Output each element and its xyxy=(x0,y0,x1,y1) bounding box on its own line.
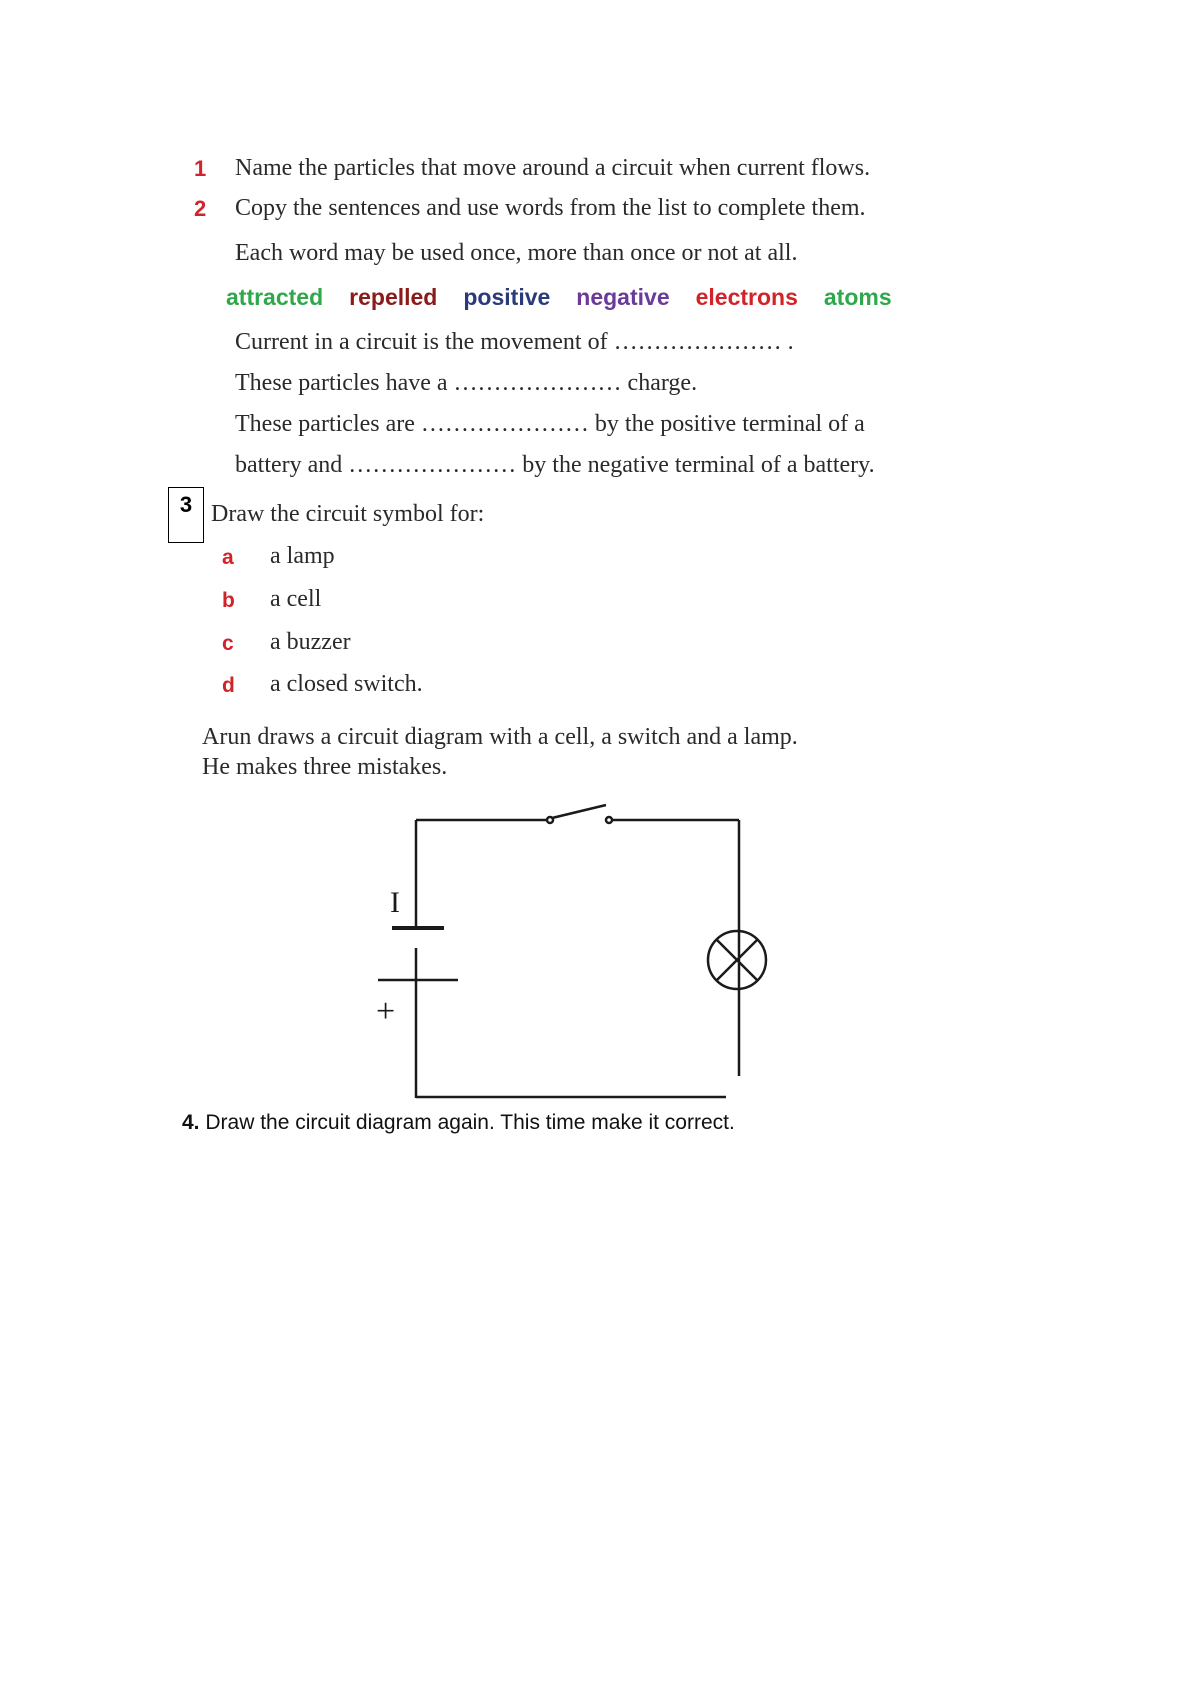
part-a-letter: a xyxy=(222,546,234,569)
question-2-text: Copy the sentences and use words from the list to complete them. xyxy=(235,195,866,221)
word-list-item: positive xyxy=(463,284,551,310)
sentence-3: These particles are ………………… by the positive terminal of a xyxy=(235,411,865,437)
word-list-item: attracted xyxy=(226,284,324,310)
part-d-text: a closed switch. xyxy=(270,671,423,697)
question-1-number: 1 xyxy=(194,156,207,181)
question-2-number: 2 xyxy=(194,196,207,221)
arun-line-1: Arun draws a circuit diagram with a cell, a switch and a lamp. xyxy=(202,724,798,750)
question-4 xyxy=(182,1111,735,1135)
switch-contact-right xyxy=(606,817,612,823)
cell-plus-label: + xyxy=(376,993,396,1030)
word-list-item: negative xyxy=(576,284,670,310)
part-c-letter: c xyxy=(222,632,234,655)
word-list-item: repelled xyxy=(349,284,438,310)
arun-line-2: He makes three mistakes. xyxy=(202,754,448,780)
sentence-1: Current in a circuit is the movement of ………………… . xyxy=(235,329,794,355)
part-b-text: a cell xyxy=(270,586,322,612)
part-b-letter: b xyxy=(222,589,235,612)
question-3-number-box: 3 xyxy=(168,487,204,543)
switch-lever xyxy=(552,805,606,818)
question-4-number: 4. xyxy=(182,1111,200,1134)
word-list-item: atoms xyxy=(823,284,892,310)
part-d-letter: d xyxy=(222,674,235,697)
sentence-4: battery and ………………… by the negative terminal of a battery. xyxy=(235,452,875,478)
sentence-2: These particles have a ………………… charge. xyxy=(235,370,698,396)
question-2-note: Each word may be used once, more than once or not at all. xyxy=(235,240,798,266)
part-c-text: a buzzer xyxy=(270,629,351,655)
part-a-text: a lamp xyxy=(270,543,335,569)
question-3-text: Draw the circuit symbol for: xyxy=(211,501,485,527)
cell-minus-label: I xyxy=(390,886,400,919)
question-1-text: Name the particles that move around a circuit when current flows. xyxy=(235,155,871,181)
word-list-item: electrons xyxy=(695,284,798,310)
question-4-text: Draw the circuit diagram again. This time make it correct. xyxy=(205,1111,735,1134)
